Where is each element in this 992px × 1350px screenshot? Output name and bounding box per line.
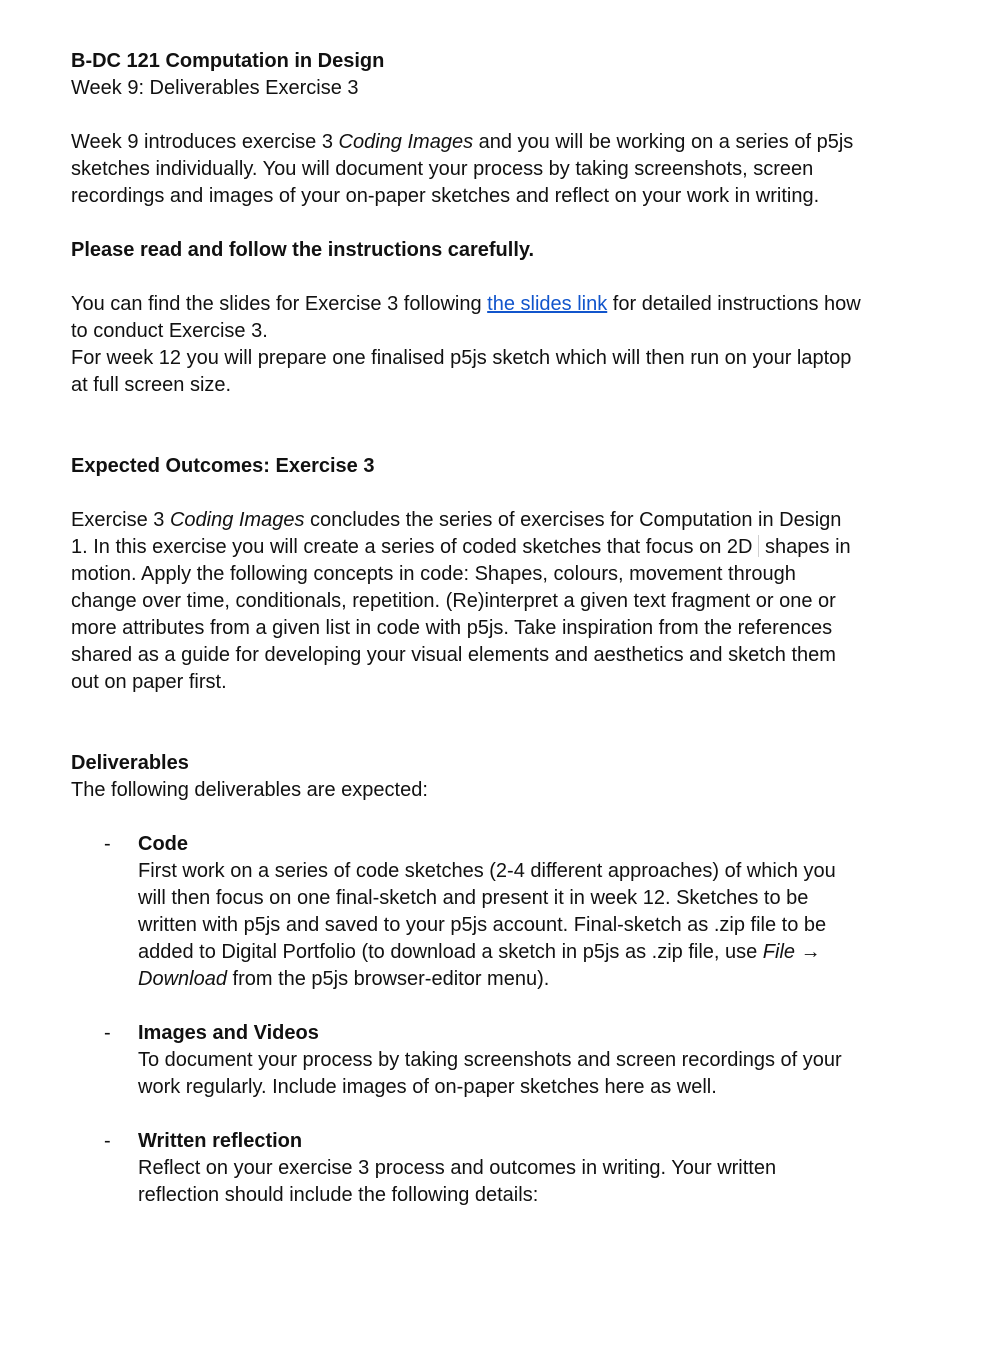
week-title: Week 9: Deliverables Exercise 3 <box>71 77 359 99</box>
course-title: B-DC 121 Computation in Design <box>71 50 385 72</box>
deliverable-text: Reflect on your exercise 3 process and outcomes in writing. Your written reflection should include the following details: <box>138 1157 777 1206</box>
list-dash: - <box>104 833 111 855</box>
deliverable-text: To document your process by taking screenshots and screen recordings of your work regularly. Include images of on-paper sketches here as well. <box>138 1049 842 1098</box>
file-menu-text: File <box>762 941 796 963</box>
intro-text-end: and you will be working on a series of p5js sketches individually. You will document your process by taking screenshots, screen recordings and images of your on-paper sketches and reflect on your work in writing. <box>71 131 854 207</box>
document-page <box>71 48 861 1209</box>
outcomes-text-middle: concludes the series of exercises for Computation in Design 1. In this exercise you will create a series of coded sketches that focus on 2D <box>71 509 842 558</box>
deliverables-heading: Deliverables <box>71 752 189 774</box>
deliverable-title: Code <box>138 833 188 855</box>
week12-paragraph: For week 12 you will prepare one finalised p5js sketch which will then run on your laptop at full screen size. <box>71 347 852 396</box>
deliverables-list <box>71 831 861 1209</box>
list-dash: - <box>104 1130 111 1152</box>
deliverables-intro: The following deliverables are expected: <box>71 779 428 801</box>
deliverable-text-end: from the p5js browser-editor menu). <box>226 968 550 990</box>
deliverable-code <box>71 831 861 993</box>
slides-paragraph <box>71 291 861 345</box>
slides-link[interactable]: the slides link <box>487 293 608 315</box>
outcomes-heading: Expected Outcomes: Exercise 3 <box>71 455 375 477</box>
intro-exercise-name: Coding Images <box>338 131 474 153</box>
outcomes-exercise-name: Coding Images <box>169 509 305 531</box>
slides-text-start: You can find the slides for Exercise 3 following <box>71 293 488 315</box>
outcomes-text-end: shapes in motion. Apply the following concepts in code: Shapes, colours, movement through change over time, conditionals, repetition. (Re)interpret a given text fragment or one or more attributes from a given list in code with p5js. Take inspiration from the references shared as a guide for developing your visual elements and aesthetics and sketch them out on paper first. <box>71 536 851 693</box>
deliverable-images-videos <box>71 1020 861 1101</box>
intro-text-start: Week 9 introduces exercise 3 <box>71 131 339 153</box>
arrow-text: → <box>795 941 821 963</box>
outcomes-text-start: Exercise 3 <box>71 509 170 531</box>
deliverable-text: First work on a series of code sketches (2-4 different approaches) of which you will then focus on one final-sketch and present it in week 12. Sketches to be written with p5js and saved to your p5js account. Final-sketch as .zip file to be added to Digital Portfolio (to download a sketch in p5js as .zip file, use <box>138 860 836 963</box>
list-dash: - <box>104 1022 111 1044</box>
deliverable-written-reflection <box>71 1128 861 1209</box>
deliverable-title: Images and Videos <box>138 1022 319 1044</box>
deliverable-title: Written reflection <box>138 1130 303 1152</box>
download-menu-text: Download <box>138 968 227 990</box>
instructions-notice: Please read and follow the instructions carefully. <box>71 239 535 261</box>
outcomes-paragraph <box>71 507 861 696</box>
intro-paragraph <box>71 129 861 210</box>
slides-text-end: for detailed instructions how to conduct Exercise 3. <box>71 293 861 342</box>
